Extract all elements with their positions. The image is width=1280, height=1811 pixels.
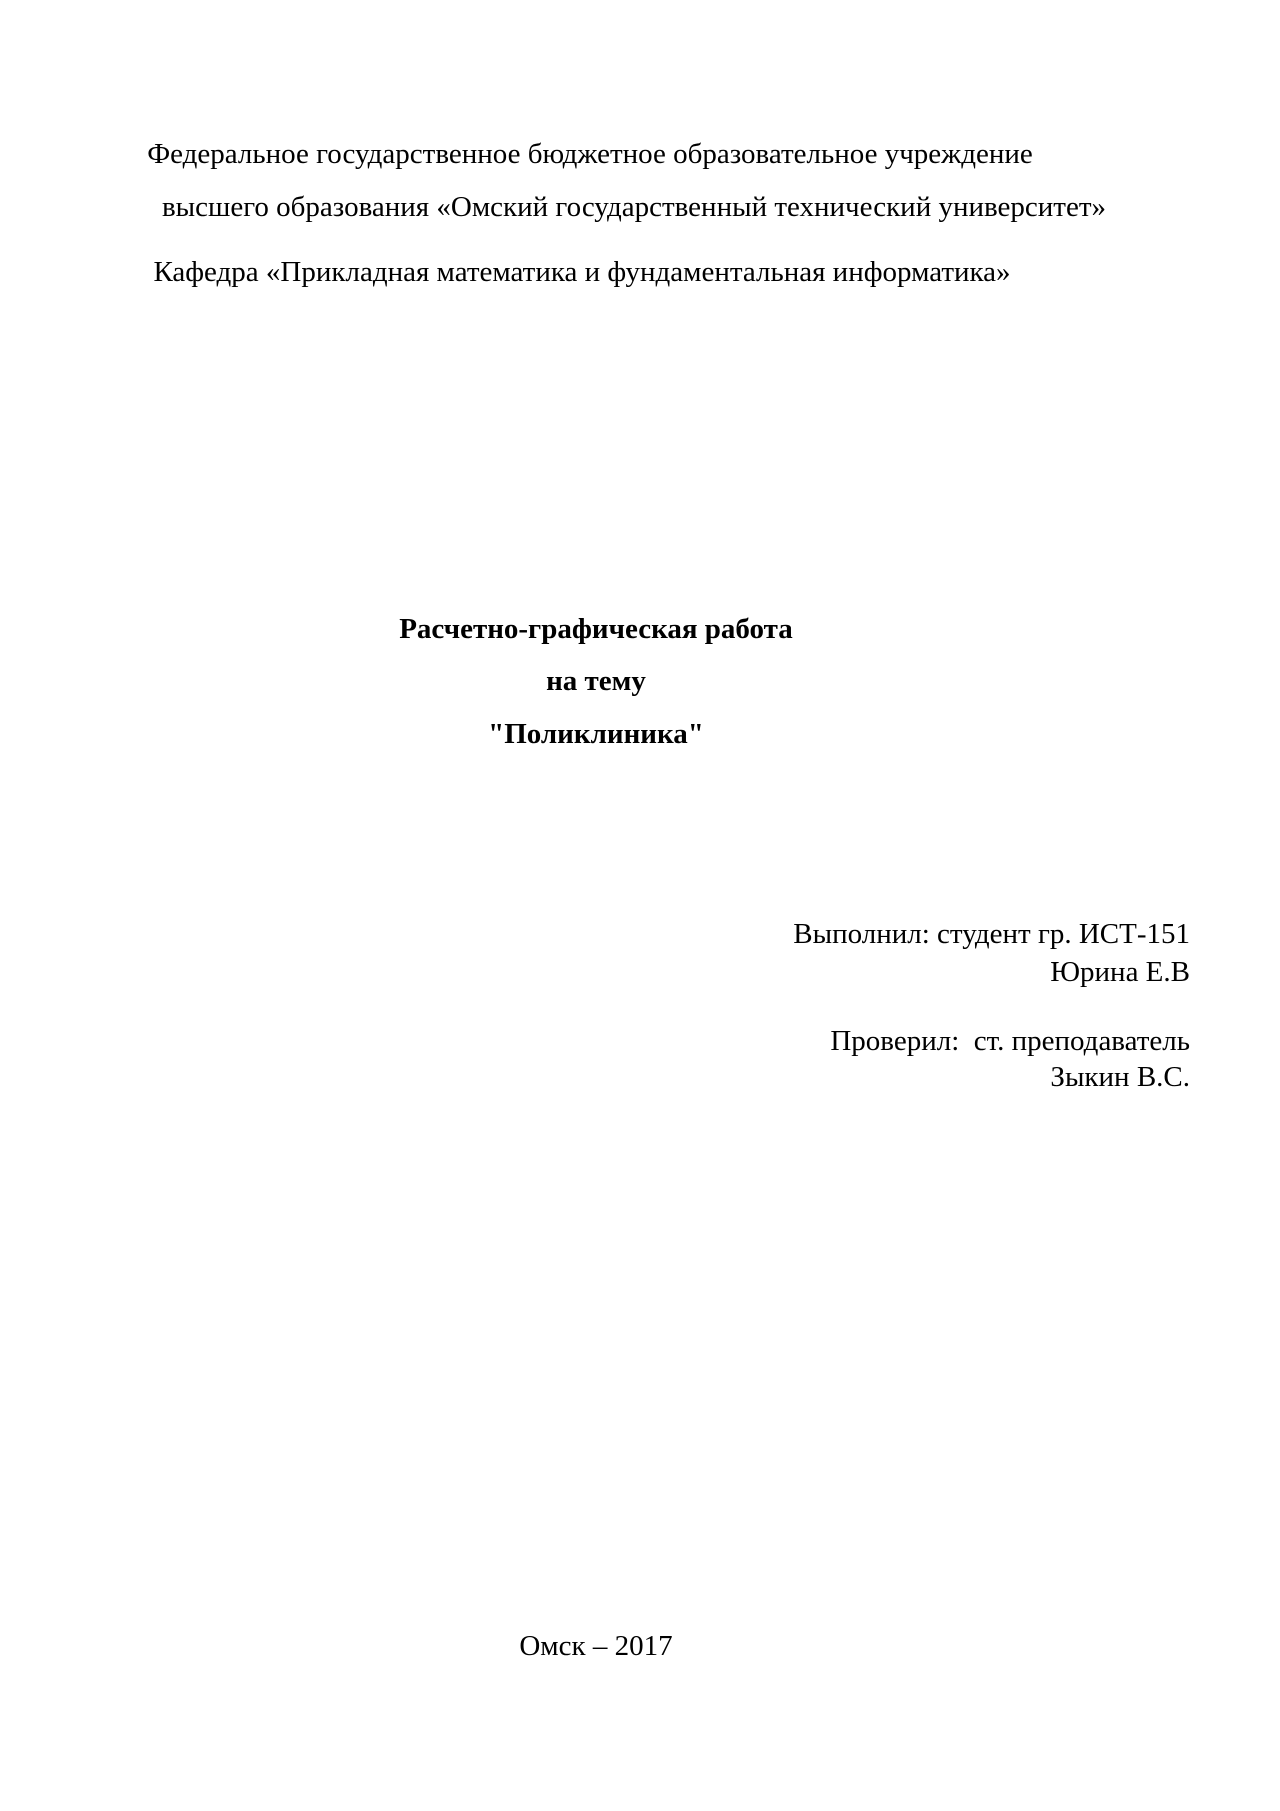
performed-by-name: Юрина Е.В xyxy=(1050,956,1190,988)
work-title: Расчетно-графическая работа xyxy=(399,613,793,645)
performed-by-line: Выполнил: студент гр. ИСТ-151 xyxy=(793,918,1190,950)
checked-by-line: Проверил: ст. преподаватель xyxy=(830,1025,1190,1057)
work-topic-label: на тему xyxy=(546,665,646,697)
department-line: Кафедра «Прикладная математика и фундаментальная информатика» xyxy=(153,256,1011,288)
organization-line-2: высшего образования «Омский государственный технический университет» xyxy=(161,191,1107,223)
checked-by-name: Зыкин В.С. xyxy=(1050,1061,1190,1093)
organization-line-1: Федеральное государственное бюджетное образовательное учреждение xyxy=(147,138,1033,170)
work-topic: "Поликлиника" xyxy=(488,718,704,750)
city-year: Омск – 2017 xyxy=(519,1630,673,1662)
